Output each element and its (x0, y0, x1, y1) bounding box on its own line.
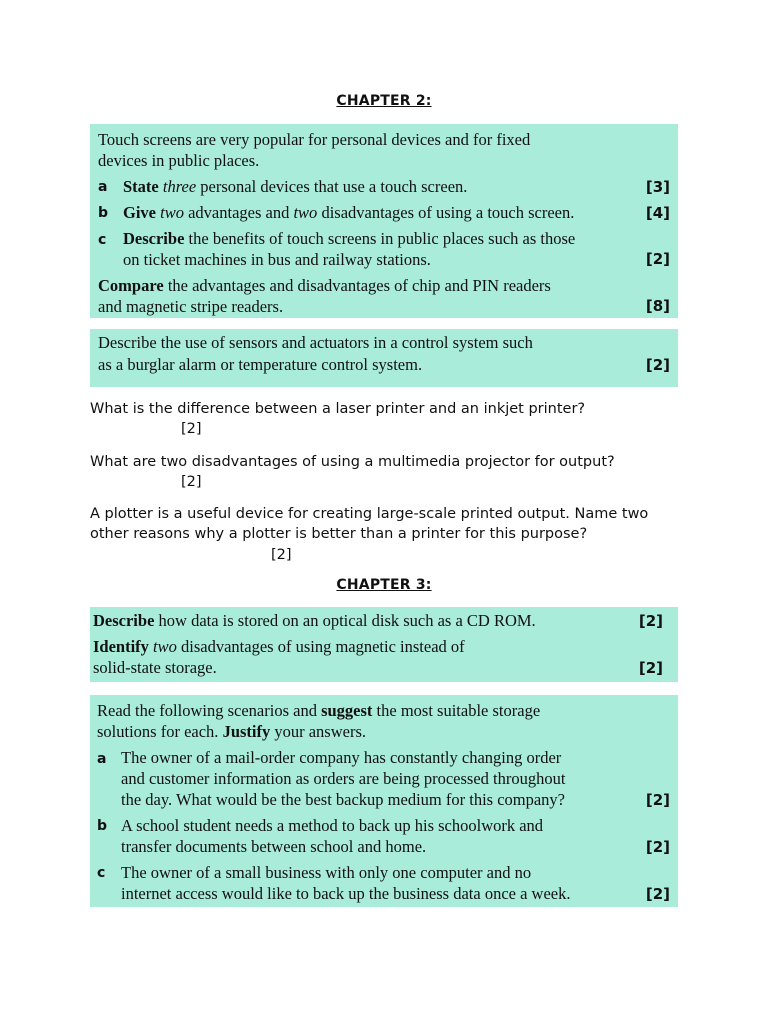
scenario-c-marks: [2] (645, 885, 670, 903)
magnetic-storage-question-line-1: Identify two disadvantages of using magnetic instead of (93, 637, 465, 656)
scenario-c-line-2: internet access would like to back up the business data once a week. (121, 884, 571, 903)
laser-printer-question: What is the difference between a laser printer and an inkjet printer? (90, 401, 586, 417)
question-a-label: a (98, 179, 108, 195)
compare-question-marks: [8] (645, 297, 670, 315)
projector-marks: [2] (181, 474, 202, 490)
magnetic-storage-marks: [2] (638, 659, 663, 677)
scenario-a-label: a (97, 751, 107, 767)
chapter-3-heading: CHAPTER 3: (336, 577, 432, 593)
magnetic-storage-question-line-2: solid-state storage. (93, 658, 217, 677)
touch-screen-questions-box (90, 124, 678, 318)
scenario-b-line-1: A school student needs a method to back up his schoolwork and (121, 816, 544, 835)
intro-line-1: Touch screens are very popular for personal devices and for fixed (98, 130, 531, 149)
scenario-c-line-1: The owner of a small business with only one computer and no (121, 863, 532, 882)
question-a-text: State three personal devices that use a touch screen. (123, 177, 468, 196)
question-b-text: Give two advantages and two disadvantages of using a touch screen. (123, 203, 575, 222)
plotter-marks: [2] (271, 547, 292, 563)
question-b-label: b (98, 205, 109, 221)
scenario-b-label: b (97, 818, 108, 834)
optical-disk-marks: [2] (638, 612, 663, 630)
scenario-a-line-3: the day. What would be the best backup medium for this company? (121, 790, 566, 809)
plotter-question-line-2: other reasons why a plotter is better than a printer for this purpose? (90, 526, 588, 542)
question-c-text-line-2: on ticket machines in bus and railway stations. (123, 250, 431, 269)
scenario-a-line-1: The owner of a mail-order company has constantly changing order (121, 748, 562, 767)
compare-question-line-2: and magnetic stripe readers. (98, 297, 284, 316)
chapter-2-heading: CHAPTER 2: (336, 93, 432, 109)
scenario-a-line-2: and customer information as orders are being processed throughout (121, 769, 566, 788)
storage-questions-box (90, 607, 678, 682)
question-c-label: c (98, 232, 107, 248)
question-b-marks: [4] (645, 204, 670, 222)
scenario-a-marks: [2] (645, 791, 670, 809)
question-c-marks: [2] (645, 250, 670, 268)
scenario-b-marks: [2] (645, 838, 670, 856)
sensors-question-marks: [2] (645, 356, 670, 374)
storage-scenarios-box (90, 695, 678, 907)
scenario-c-label: c (97, 865, 106, 881)
intro-line-2: devices in public places. (98, 151, 260, 170)
scenarios-intro-line-2: solutions for each. Justify your answers. (97, 722, 367, 741)
plotter-question-line-1: A plotter is a useful device for creating large-scale printed output. Name two (90, 506, 649, 522)
question-c-text-line-1: Describe the benefits of touch screens in public places such as those (123, 229, 576, 248)
compare-question-line-1: Compare the advantages and disadvantages of chip and PIN readers (98, 276, 551, 295)
question-a-marks: [3] (645, 178, 670, 196)
scenario-b-line-2: transfer documents between school and home. (121, 837, 427, 856)
sensors-question-line-1: Describe the use of sensors and actuators in a control system such (98, 333, 533, 352)
projector-question: What are two disadvantages of using a multimedia projector for output? (90, 454, 615, 470)
laser-printer-marks: [2] (181, 421, 202, 437)
sensors-question-line-2: as a burglar alarm or temperature control system. (98, 355, 423, 374)
sensors-question-box (90, 329, 678, 387)
scenarios-intro-line-1: Read the following scenarios and suggest the most suitable storage (97, 701, 541, 720)
optical-disk-question: Describe how data is stored on an optical disk such as a CD ROM. (93, 611, 536, 630)
